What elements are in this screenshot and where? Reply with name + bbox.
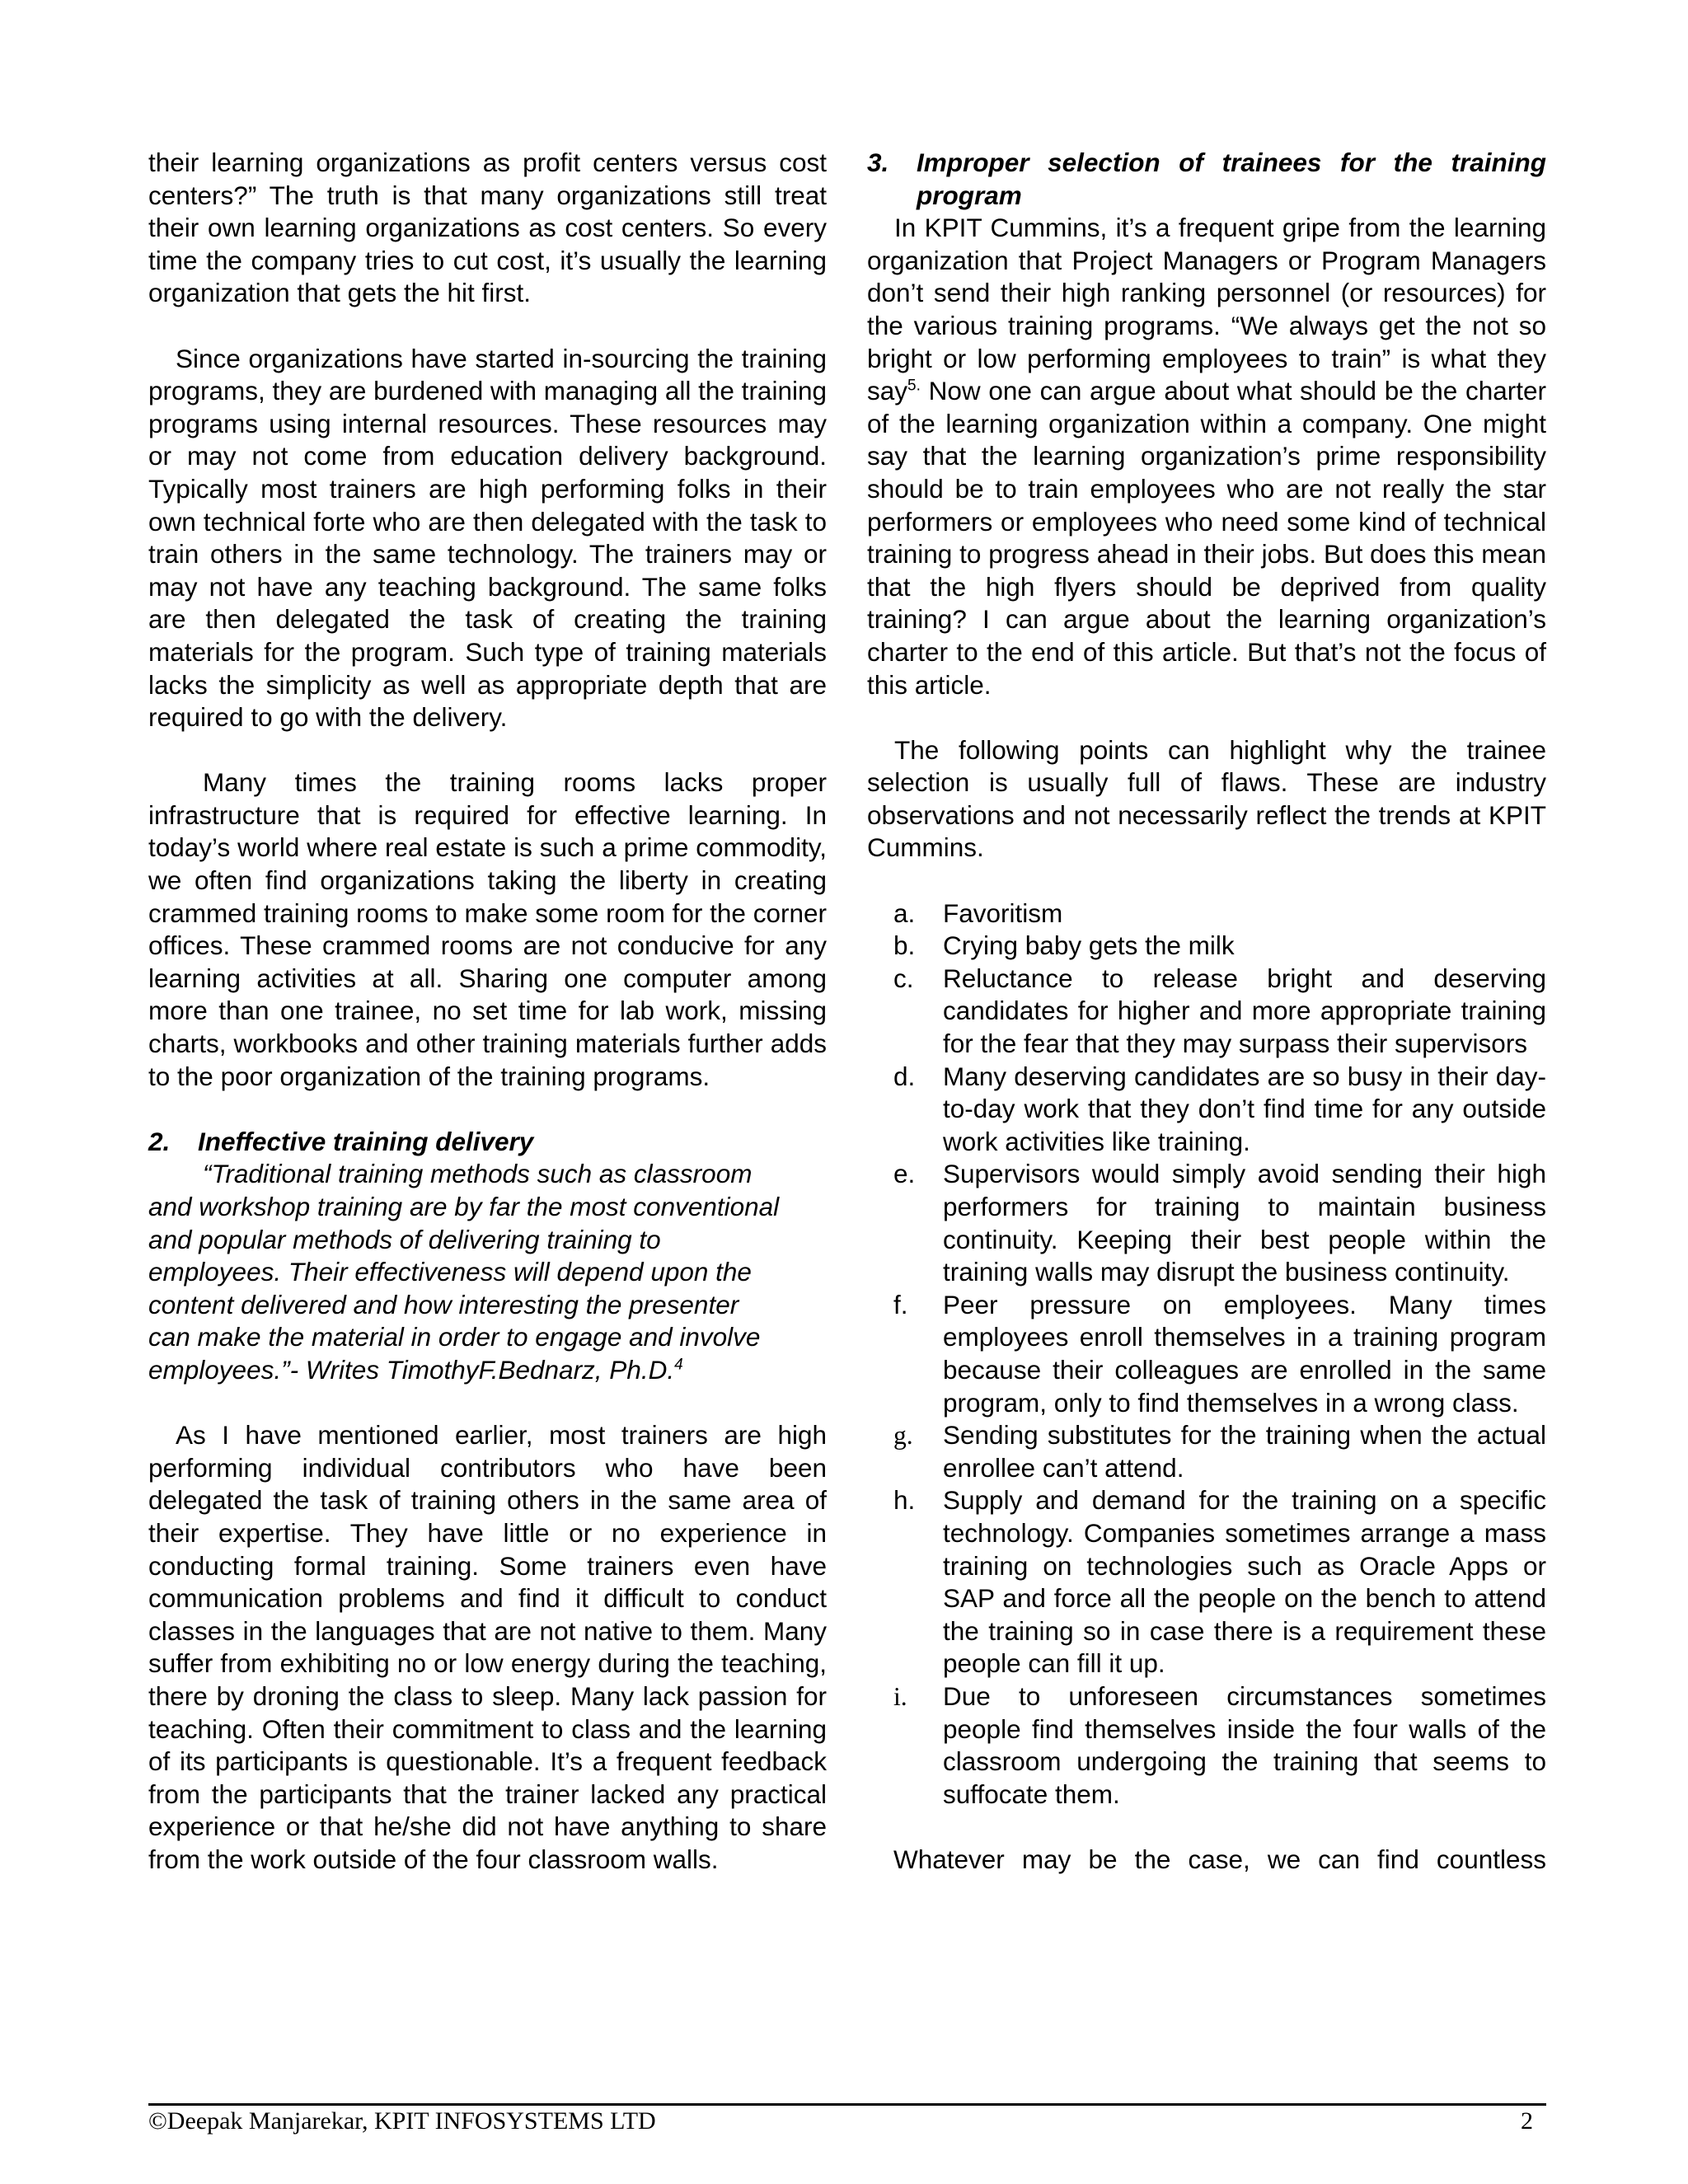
right-paragraph-1-text: In KPIT Cummins, it’s a frequent gripe from the learning organization that Project Managers or Program Managers don’t send their high ranking personnel (or resources) for the various training programs. “We always get the not so bright or low performing employees to train” is what they say <box>867 213 1546 406</box>
quote-line: “Traditional training methods such as classroom <box>203 1159 753 1189</box>
list-item-label: d. <box>893 1061 916 1091</box>
left-paragraph-2: Since organizations have started in-sourcing the training programs, they are burdened with managing all the training programs using internal resources. These resources may or may not come from education delivery background. Typically most trainers are high performing folks in their own technical forte who are then delegated with the task to train others in the same technology. The trainers may or may not have any teaching background. The same folks are then delegated the task of creating the training materials for the program. Such type of training materials lacks the simplicity as well as appropriate depth that are required to go with the delivery. <box>148 343 827 733</box>
section-heading-3-number: 3. <box>867 148 889 177</box>
list-item-label: a. <box>893 898 916 928</box>
list-item-text: Many deserving candidates are so busy in their day-to-day work that they don’t find time for any outside work activities like training. <box>943 1061 1546 1156</box>
right-paragraph-2: The following points can highlight why the trainee selection is usually full of flaws. These are industry observations and not necessarily reflect the trends at KPIT Cummins. <box>867 734 1546 863</box>
quote-block <box>148 1158 827 1386</box>
page-number: 2 <box>1521 2107 1533 2135</box>
list-item-text: Supervisors would simply avoid sending their high performers for training to maintain business continuity. Keeping their best people within the training walls may disrupt the business continuity. <box>943 1159 1546 1287</box>
left-column <box>148 147 827 1876</box>
list-item <box>893 1484 1546 1680</box>
list-item-text: Favoritism <box>943 898 1063 928</box>
list-item-text: Sending substitutes for the training when the actual enrollee can’t attend. <box>943 1420 1546 1483</box>
list-item <box>893 930 1546 963</box>
footer-copyright: ©Deepak Manjarekar, KPIT INFOSYSTEMS LTD <box>148 2107 656 2135</box>
left-paragraph-4: As I have mentioned earlier, most trainers are high performing individual contributors who have been delegated the task of training others in the same area of their expertise. They have little or no experience in conducting formal training. Some trainers even have communication problems and find it difficult to conduct classes in the languages that are not native to them. Many suffer from exhibiting no or low energy during the teaching, there by droning the class to sleep. Many lack passion for teaching. Often their commitment to class and the learning of its participants is questionable. It’s a frequent feedback from the participants that the trainer lacked any practical experience or that he/she did not have anything to share from the work outside of the four classroom walls. <box>148 1420 827 1874</box>
list-item-text: Crying baby gets the milk <box>943 930 1235 961</box>
list-item <box>893 898 1546 930</box>
list-item-label: b. <box>893 930 916 961</box>
right-paragraph-1-text-cont: Now one can argue about what should be the charter of the learning organization within a company. One might say that the learning organization’s prime responsibility should be to train employees who are not really the star performers or employees who need some kind of technical training to progress ahead in their jobs. But does this mean that the high flyers should be deprived from quality training? I can argue about the learning organization’s charter to the end of this article. But that’s not the focus of this article. <box>867 376 1546 700</box>
right-column <box>867 147 1546 1876</box>
list-item-label: h. <box>893 1485 916 1516</box>
left-paragraph-3: Many times the training rooms lacks proper infrastructure that is required for effective learning. In today’s world where real estate is such a prime commodity, we often find organizations taking the liberty in creating crammed training rooms to make some room for the corner offices. These crammed rooms are not conducive for any learning activities at all. Sharing one computer among more than one trainee, no set time for lab work, missing charts, workbooks and other training materials further adds to the poor organization of the training programs. <box>148 767 827 1091</box>
list-item-text: Due to unforeseen circumstances sometimes people find themselves inside the four walls of the classroom undergoing the training that seems to suffocate them. <box>943 1680 1546 1809</box>
list-item-text: Reluctance to release bright and deserving candidates for higher and more appropriate training for the fear that they may surpass their supervisors <box>943 963 1546 1059</box>
section-heading-2 <box>148 1126 827 1159</box>
list-item <box>893 1419 1546 1484</box>
right-paragraph-1 <box>867 212 1546 701</box>
section-heading-3-text: Improper selection of trainees for the training program <box>917 148 1546 210</box>
section-heading-3 <box>867 147 1546 212</box>
footnote-4: 4 <box>674 1356 683 1374</box>
flaws-list <box>893 898 1546 1811</box>
list-item <box>893 963 1546 1061</box>
quote-last-line <box>148 1354 827 1387</box>
list-item-text: Peer pressure on employees. Many times employees enroll themselves in a training program because their colleagues are enrolled in the same program, only to find themselves in a wrong class. <box>943 1289 1546 1418</box>
right-last-line: Whatever may be the case, we can find countless <box>893 1844 1546 1874</box>
left-paragraph-1: their learning organizations as profit centers versus cost centers?” The truth is that many organizations still treat their own learning organizations as cost centers. So every time the company tries to cut cost, it’s usually the learning organization that gets the hit first. <box>148 148 827 308</box>
quote-line: employees. Their effectiveness will depend upon the <box>148 1257 752 1287</box>
quote-line: and workshop training are by far the most conventional <box>148 1192 780 1221</box>
footer <box>148 2107 1533 2136</box>
list-item-label: f. <box>893 1289 908 1319</box>
list-item-label: i. <box>893 1681 907 1711</box>
list-item-text: Supply and demand for the training on a specific technology. Companies sometimes arrange a mass training on technologies such as Oracle Apps or SAP and force all the people on the bench to attend the training so in case there is a requirement these people can fill it up. <box>943 1485 1546 1679</box>
footer-rule <box>148 2103 1546 2106</box>
quote-line: content delivered and how interesting the presenter <box>148 1289 739 1319</box>
section-heading-2-number: 2. <box>148 1126 171 1156</box>
footnote-5: 5. <box>907 377 921 395</box>
list-item <box>893 1158 1546 1288</box>
quote-line: can make the material in order to engage and involve <box>148 1322 761 1352</box>
quote-line: and popular methods of delivering training to <box>148 1224 661 1254</box>
list-item-label: g. <box>893 1421 913 1451</box>
list-item <box>893 1289 1546 1419</box>
list-item <box>893 1680 1546 1811</box>
list-item-label: c. <box>893 963 914 993</box>
list-item-label: e. <box>893 1159 916 1189</box>
section-heading-2-text: Ineffective training delivery <box>198 1126 534 1156</box>
list-item <box>893 1061 1546 1159</box>
quote-attribution: employees.”- Writes TimothyF.Bednarz, Ph.D. <box>148 1354 675 1385</box>
